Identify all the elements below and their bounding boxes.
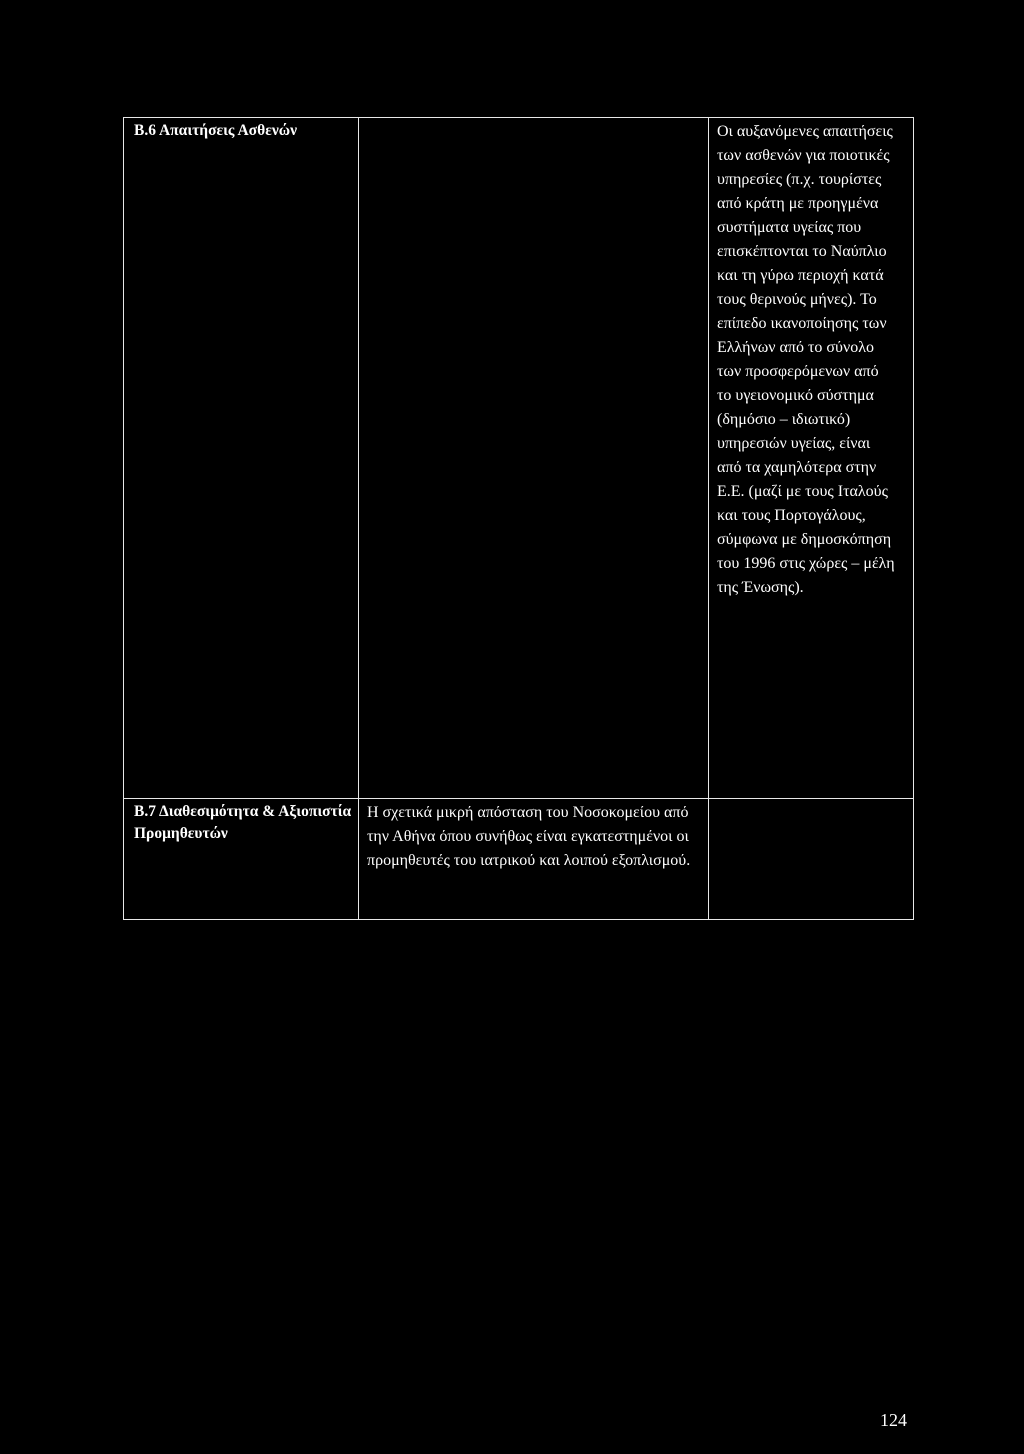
row-right-cell	[709, 799, 914, 920]
row-heading: Β.6 Απαιτήσεις Ασθενών	[134, 122, 298, 139]
row-middle-cell	[359, 118, 709, 799]
row-heading-cell	[124, 118, 359, 799]
row-right-text: Οι αυξανόμενες απαιτήσεις των ασθενών για ποιοτικές υπηρεσίες (π.χ. τουρίστες από κράτη με προηγμένα συστήματα υγείας που επισκέπτονται το Ναύπλιο και τη γύρω περιοχή κατά τους θερινούς μήνες). Το επίπεδο ικανοποίησης των Ελλήνων από το σύνολο των προσφερόμενων από το υγειονομικό σύστημα (δημόσιο – ιδιωτικό) υπηρεσιών υγείας, είναι από τα χαμηλότερα στην Ε.Ε. (μαζί με τους Ιταλούς και τους Πορτογάλους, σύμφωνα με δημοσκόπηση του 1996 στις χώρες – μέλη της Ένωσης).	[717, 123, 895, 596]
page-number: 124	[880, 1410, 907, 1430]
row-middle-cell	[359, 799, 709, 920]
row-right-cell	[709, 118, 914, 799]
table-row	[124, 799, 914, 920]
row-middle-text: Η σχετικά μικρή απόσταση του Νοσοκομείου από την Αθήνα όπου συνήθως είναι εγκατεστημένοι οι προμηθευτές του ιατρικού και λοιπού εξοπλισμού.	[367, 804, 691, 869]
row-heading-cell	[124, 799, 359, 920]
table-row	[124, 118, 914, 799]
row-heading: Β.7 Διαθεσιμότητα & Αξιοπιστία Προμηθευτών	[134, 803, 352, 842]
document-table	[123, 117, 914, 920]
